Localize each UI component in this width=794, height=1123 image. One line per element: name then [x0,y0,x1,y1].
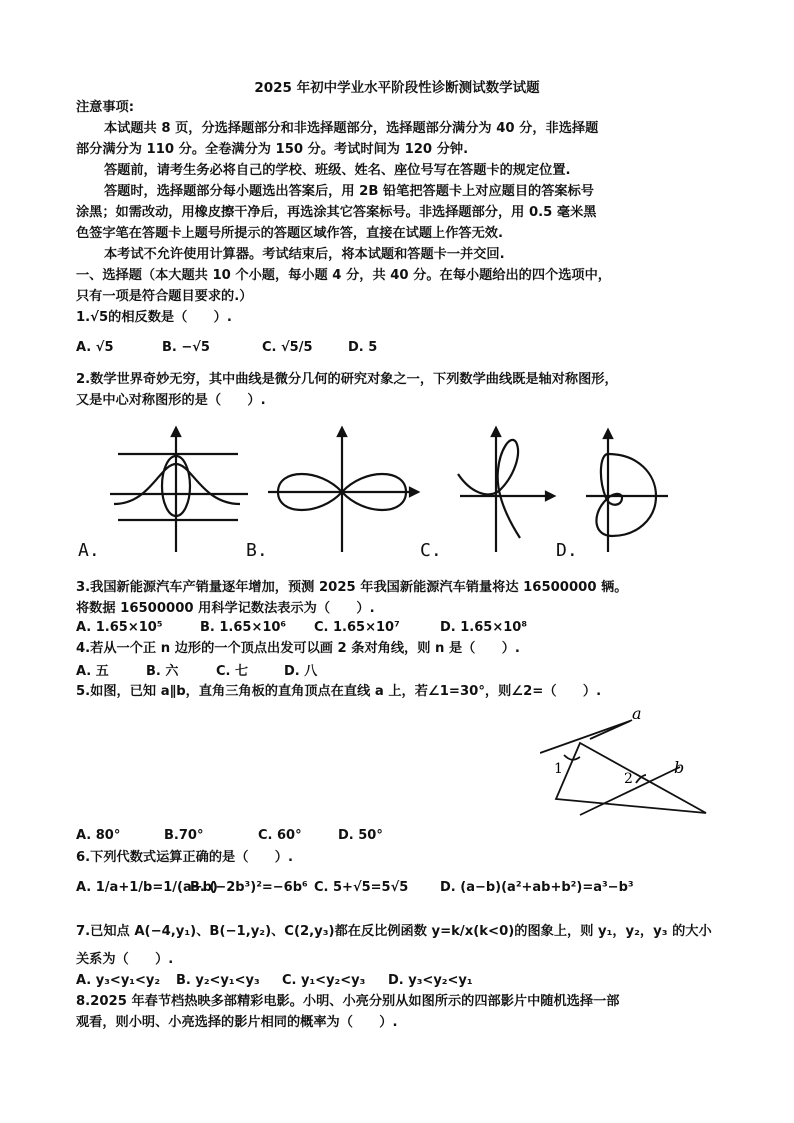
option-c: C. y₁<y₂<y₃ [282,973,366,988]
section-heading-2: 只有一项是符合题目要求的.） [76,289,253,304]
option-a: A. √5 [76,340,114,355]
question-1-stem: 1.√5的相反数是（ ）. [76,310,232,325]
option-d: D. (a−b)(a²+ab+b²)=a³−b³ [440,880,634,895]
question-8-stem-2: 观看，则小明、小亮选择的影片相同的概率为（ ）. [76,1015,398,1030]
notice-paragraph-1a: 本试题共 8 页，分选择题部分和非选择题部分，选择题部分满分为 40 分，非选择题 [104,121,599,136]
label-a: a [632,705,642,723]
option-c: C. 5+√5=5√5 [314,880,409,895]
notice-heading: 注意事项: [76,100,135,115]
option-a: A. y₃<y₁<y₂ [76,973,161,988]
option-a: A. 五 [76,664,109,679]
option-b: B. 1.65×10⁶ [200,620,287,635]
option-d: D. 50° [338,828,383,843]
option-d: D. 八 [284,664,318,679]
curve-label-c: C. [420,540,442,561]
option-c: C. 60° [258,828,302,843]
notice-paragraph-1b: 部分满分为 110 分。全卷满分为 150 分。考试时间为 120 分钟. [76,142,469,157]
question-8-stem-1: 8.2025 年春节档热映多部精彩电影。小明、小亮分别从如图所示的四部影片中随机选择一部 [76,994,620,1009]
question-7-stem-2: 关系为（ ）. [76,952,174,967]
option-a: A. 80° [76,828,121,843]
curve-label-b: B. [246,540,268,561]
label-b: b [674,758,685,777]
option-b: B. y₂<y₁<y₃ [176,973,260,988]
curve-b [268,428,418,552]
notice-paragraph-4: 本考试不允许使用计算器。考试结束后，将本试题和答题卡一并交回. [104,247,505,262]
option-b: B.70° [164,828,204,843]
option-c: C. √5/5 [262,340,313,355]
question-7-stem-1: 7.已知点 A(−4,y₁)、B(−1,y₂)、C(2,y₃)都在反比例函数 y=k/x(k<0)的图象上，则 y₁，y₂，y₃ 的大小 [76,924,712,939]
label-angle-1: 1 [554,761,563,777]
question-2-stem-2: 又是中心对称图形的是（ ）. [76,393,266,408]
option-d: D. 1.65×10⁸ [440,620,528,635]
option-a: A. 1.65×10⁵ [76,620,163,635]
line-a [540,721,630,753]
option-c: C. 七 [216,664,249,679]
question-2-curves-figure [70,420,670,570]
option-a: A. 1/a+1/b=1/(a+b) [76,880,218,895]
option-b: B. 六 [146,664,179,679]
notice-paragraph-3a: 答题时，选择题部分每小题选出答案后，用 2B 铅笔把答题卡上对应题目的答案标号 [104,184,594,199]
label-angle-2: 2 [624,771,633,787]
question-4-stem: 4.若从一个正 n 边形的一个顶点出发可以画 2 条对角线，则 n 是（ ）. [76,641,520,656]
question-3-stem-2: 将数据 16500000 用科学记数法表示为（ ）. [76,601,375,616]
section-heading-1: 一、选择题（本大题共 10 个小题，每小题 4 分，共 40 分。在每小题给出的四个选项中， [76,268,611,283]
page-title: 2025 年初中学业水平阶段性诊断测试数学试题 [254,80,540,96]
question-6-stem: 6.下列代数式运算正确的是（ ）. [76,850,294,865]
option-d: D. y₃<y₂<y₁ [388,973,473,988]
curve-label-a: A. [78,540,100,561]
question-5-stem: 5.如图，已知 a∥b，直角三角板的直角顶点在直线 a 上，若∠1=30°，则∠2=（ ）. [76,684,602,699]
curve-label-d: D. [556,540,578,561]
option-c: C. 1.65×10⁷ [314,620,400,635]
curve-d [586,430,668,552]
option-d: D. 5 [348,340,378,355]
question-2-stem-1: 2.数学世界奇妙无穷，其中曲线是微分几何的研究对象之一，下列数学曲线既是轴对称图形， [76,372,618,387]
notice-paragraph-3b: 涂黑；如需改动，用橡皮擦干净后，再选涂其它答案标号。非选择题部分，用 0.5 毫米黑 [76,205,597,220]
question-3-stem-1: 3.我国新能源汽车产销量逐年增加，预测 2025 年我国新能源汽车销量将达 16500000 辆。 [76,580,628,595]
option-b: B. −√5 [162,340,210,355]
curve-c [458,428,554,552]
question-5-figure [540,705,730,825]
notice-paragraph-3c: 色签字笔在答题卡上题号所提示的答题区域作答，直接在试题上作答无效. [76,226,504,241]
curve-a [110,428,248,552]
option-b: B. (−2b³)²=−6b⁶ [190,880,308,895]
notice-paragraph-2: 答题前，请考生务必将自己的学校、班级、姓名、座位号写在答题卡的规定位置. [104,163,571,178]
